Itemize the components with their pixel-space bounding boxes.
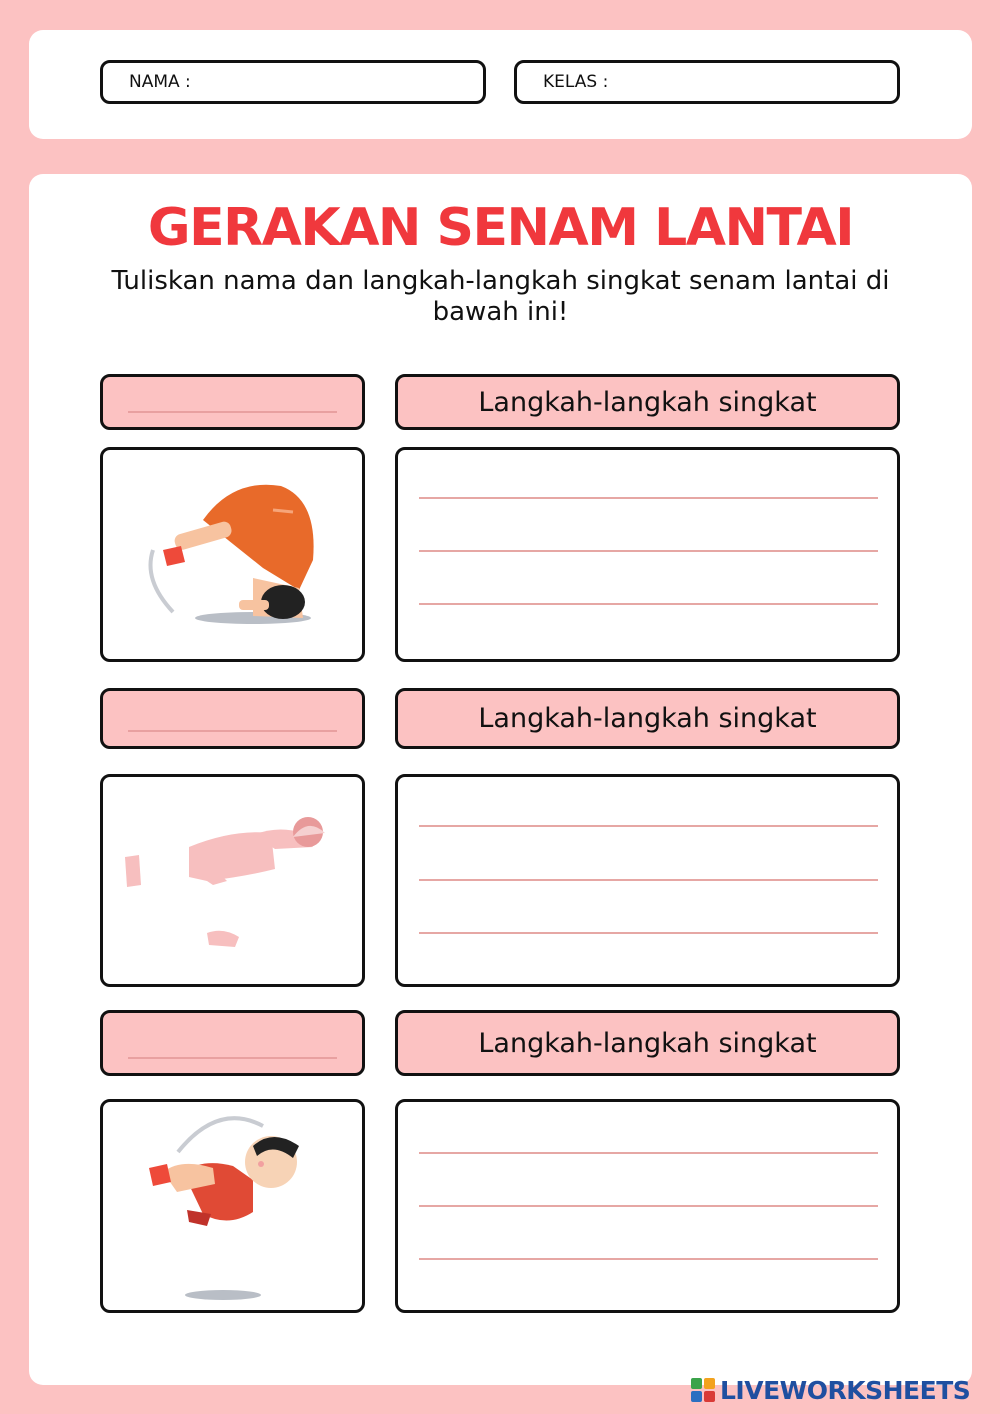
writing-line bbox=[419, 879, 878, 881]
writing-line bbox=[419, 497, 878, 499]
worksheet-card bbox=[29, 174, 972, 1385]
writing-line bbox=[419, 932, 878, 934]
illustration-box-3 bbox=[100, 1099, 365, 1313]
writing-line bbox=[419, 825, 878, 827]
illustration-box-1 bbox=[100, 447, 365, 662]
writing-line bbox=[419, 550, 878, 552]
class-field[interactable] bbox=[514, 60, 900, 104]
instructions: Tuliskan nama dan langkah-langkah singkat senam lantai di bawah ini! bbox=[111, 266, 890, 327]
steps-header-1: Langkah-langkah singkat bbox=[395, 374, 900, 430]
steps-answer-box-3[interactable] bbox=[395, 1099, 900, 1313]
header-card bbox=[29, 30, 972, 139]
steps-answer-box-2[interactable] bbox=[395, 774, 900, 987]
forward-roll-icon bbox=[103, 1102, 362, 1310]
steps-header-2: Langkah-langkah singkat bbox=[395, 688, 900, 749]
name-field[interactable] bbox=[100, 60, 486, 104]
answer-line bbox=[128, 411, 337, 413]
kayang-bridge-icon bbox=[103, 777, 362, 984]
liveworksheets-logo-icon bbox=[690, 1377, 716, 1403]
answer-line bbox=[128, 730, 337, 732]
answer-line bbox=[128, 1057, 337, 1059]
backward-roll-icon bbox=[103, 450, 362, 659]
steps-header-3: Langkah-langkah singkat bbox=[395, 1010, 900, 1076]
name-input[interactable] bbox=[197, 71, 483, 93]
exercise-name-input-3[interactable] bbox=[100, 1010, 365, 1076]
exercise-name-input-1[interactable] bbox=[100, 374, 365, 430]
steps-answer-box-1[interactable] bbox=[395, 447, 900, 662]
writing-line bbox=[419, 1258, 878, 1260]
exercise-name-input-2[interactable] bbox=[100, 688, 365, 749]
illustration-box-2 bbox=[100, 774, 365, 987]
brand-text: LIVEWORKSHEETS bbox=[720, 1375, 971, 1405]
writing-line bbox=[419, 603, 878, 605]
writing-line bbox=[419, 1205, 878, 1207]
writing-line bbox=[419, 1152, 878, 1154]
name-label: NAMA : bbox=[129, 72, 191, 92]
class-input[interactable] bbox=[614, 71, 897, 93]
page-title: GERAKAN SENAM LANTAI bbox=[147, 198, 854, 258]
class-label: KELAS : bbox=[543, 72, 609, 92]
brand-logo bbox=[690, 1372, 970, 1408]
